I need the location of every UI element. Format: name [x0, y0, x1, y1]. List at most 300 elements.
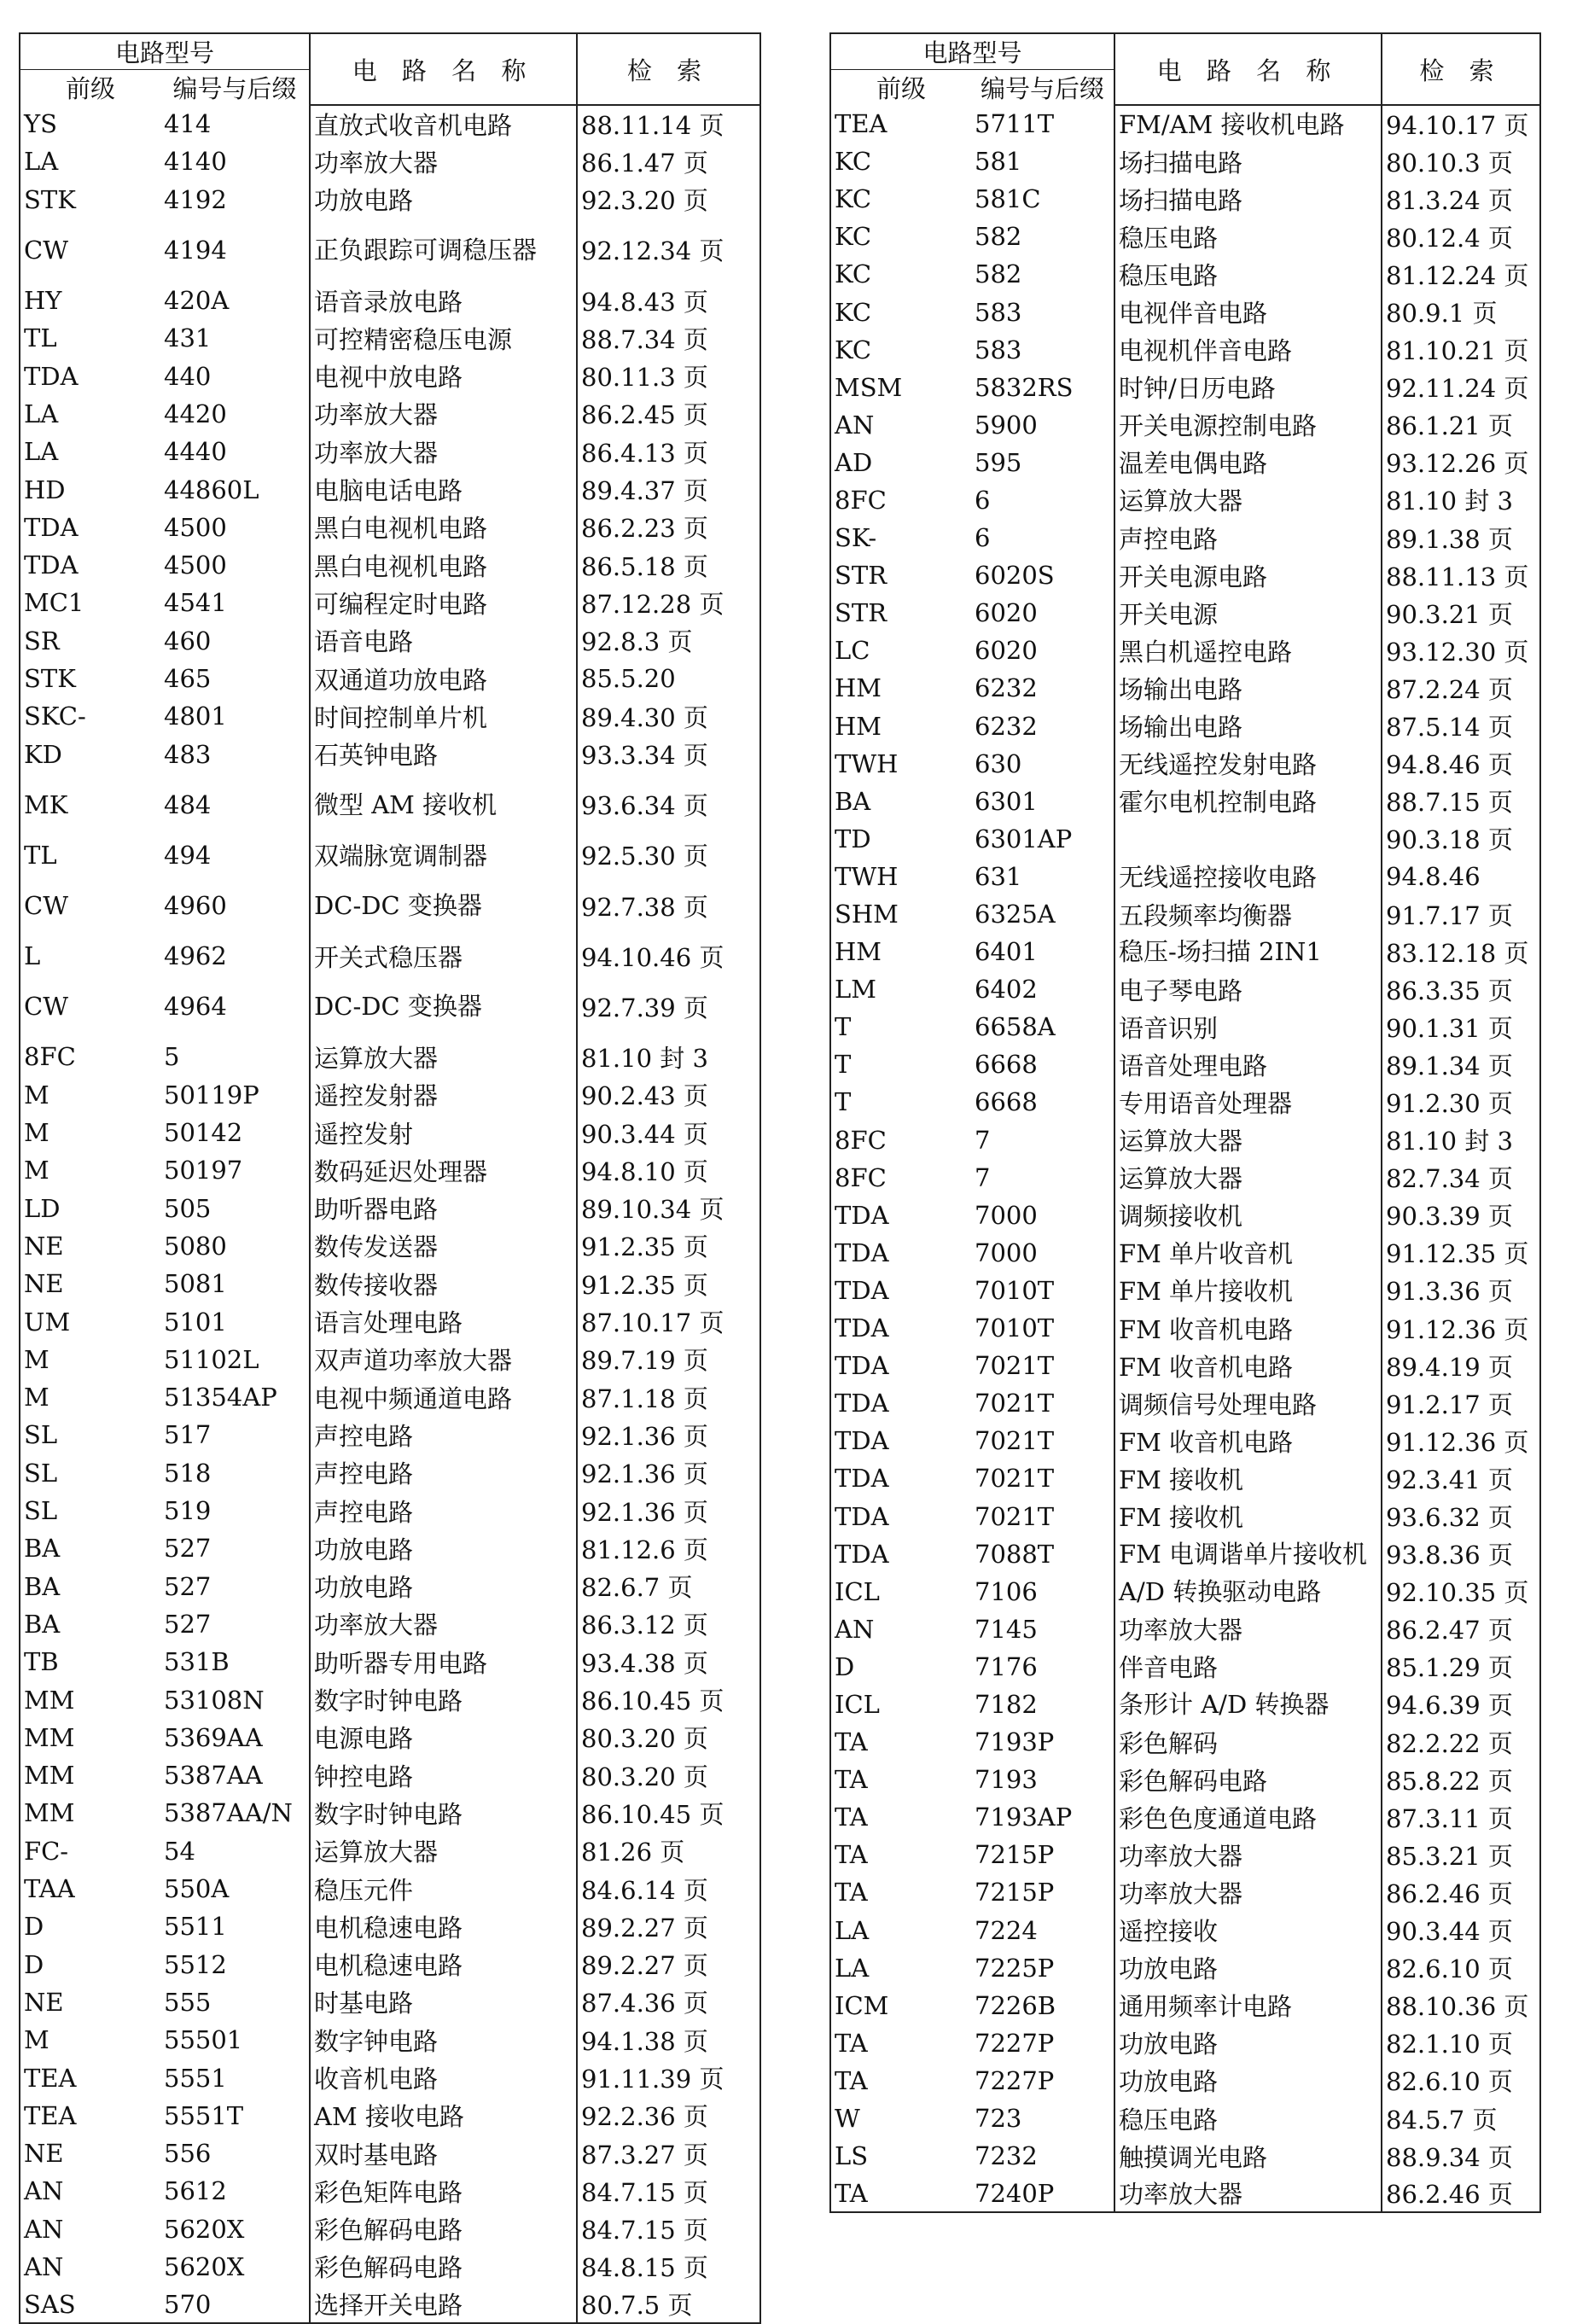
model-cell: 54: [160, 1832, 310, 1870]
prefix-cell: TA: [830, 1723, 971, 1761]
model-cell: 483: [160, 735, 310, 772]
model-cell: 6301AP: [971, 820, 1114, 858]
model-cell: 7088T: [971, 1535, 1114, 1573]
model-cell: 4194: [160, 218, 310, 282]
model-cell: 4962: [160, 937, 310, 975]
header-reference: 检 索: [1382, 33, 1540, 105]
reference-cell: 86.10.45 页: [577, 1794, 760, 1832]
circuit-name-cell: 黑白电视机电路: [310, 546, 577, 584]
model-cell: 6401: [971, 933, 1114, 970]
reference-cell: 86.4.13 页: [577, 433, 760, 470]
table-row: [830, 1987, 1540, 2024]
model-cell: 44860L: [160, 470, 310, 508]
circuit-name-cell: FM 接收机: [1114, 1497, 1382, 1535]
circuit-name-cell: 运算放大器: [1114, 481, 1382, 519]
reference-cell: 91.12.36 页: [1382, 1422, 1540, 1459]
table-row: [830, 331, 1540, 369]
reference-cell: 82.6.7 页: [577, 1568, 760, 1605]
table-row: [830, 933, 1540, 970]
reference-cell: 81.10 封 3: [1382, 481, 1540, 519]
table-row: [830, 2137, 1540, 2175]
reference-cell: 82.1.10 页: [1382, 2024, 1540, 2062]
prefix-cell: ICL: [830, 1573, 971, 1610]
table-row: [830, 180, 1540, 218]
prefix-cell: CW: [20, 975, 160, 1038]
circuit-name-cell: 功率放大器: [310, 143, 577, 180]
model-cell: 7021T: [971, 1347, 1114, 1384]
model-cell: 527: [160, 1568, 310, 1605]
table-row: [20, 218, 760, 282]
model-cell: 55501: [160, 2021, 310, 2059]
table-row: [20, 622, 760, 660]
prefix-cell: AD: [830, 444, 971, 481]
prefix-cell: MM: [20, 1794, 160, 1832]
table-row: [20, 937, 760, 975]
reference-cell: 87.3.11 页: [1382, 1798, 1540, 1836]
table-row: [20, 874, 760, 937]
prefix-cell: M: [20, 1114, 160, 1151]
circuit-name-cell: 正负跟踪可调稳压器: [310, 218, 577, 282]
table-row: [830, 783, 1540, 820]
prefix-cell: TDA: [830, 1384, 971, 1422]
circuit-name-cell: 双声道功率放大器: [310, 1341, 577, 1378]
model-cell: 723: [971, 2100, 1114, 2137]
table-row: [830, 1761, 1540, 1798]
circuit-name-cell: 条形计 A/D 转换器: [1114, 1686, 1382, 1723]
prefix-cell: TD: [830, 820, 971, 858]
model-cell: 4192: [160, 181, 310, 218]
header-circuit-model: 电路型号: [830, 33, 1114, 70]
circuit-name-cell: 微型 AM 接收机: [310, 773, 577, 836]
table-row: [830, 1234, 1540, 1272]
model-cell: 527: [160, 1529, 310, 1567]
circuit-name-cell: 稳压元件: [310, 1870, 577, 1908]
table-row: [20, 1680, 760, 1718]
prefix-cell: LA: [20, 395, 160, 433]
circuit-name-cell: FM 接收机: [1114, 1459, 1382, 1497]
reference-cell: 87.1.18 页: [577, 1378, 760, 1416]
prefix-cell: AN: [830, 406, 971, 444]
prefix-cell: HM: [830, 708, 971, 745]
prefix-cell: NE: [20, 1265, 160, 1302]
reference-cell: 90.2.43 页: [577, 1076, 760, 1114]
reference-cell: 90.3.18 页: [1382, 820, 1540, 858]
table-row: [830, 669, 1540, 707]
model-cell: 5711T: [971, 105, 1114, 143]
circuit-name-cell: 电机稳速电路: [310, 1945, 577, 1983]
table-row: [830, 556, 1540, 594]
table-row: [830, 1723, 1540, 1761]
table-row: [20, 1605, 760, 1643]
circuit-name-cell: FM 单片接收机: [1114, 1272, 1382, 1309]
reference-cell: 86.2.47 页: [1382, 1610, 1540, 1648]
prefix-cell: SL: [20, 1416, 160, 1453]
table-row: [830, 1083, 1540, 1121]
reference-cell: 87.12.28 页: [577, 584, 760, 621]
model-cell: 7021T: [971, 1422, 1114, 1459]
table-row: [830, 745, 1540, 783]
prefix-cell: SL: [20, 1492, 160, 1529]
header-circuit-model: 电路型号: [20, 33, 310, 70]
model-cell: 460: [160, 622, 310, 660]
reference-cell: 90.3.21 页: [1382, 594, 1540, 632]
model-cell: 7240P: [971, 2175, 1114, 2212]
reference-cell: 93.6.32 页: [1382, 1497, 1540, 1535]
circuit-name-cell: 彩色矩阵电路: [310, 2172, 577, 2210]
prefix-cell: HD: [20, 470, 160, 508]
model-cell: 6: [971, 481, 1114, 519]
table-row: [830, 1648, 1540, 1686]
prefix-cell: TDA: [830, 1497, 971, 1535]
circuit-name-cell: FM 单片收音机: [1114, 1234, 1382, 1272]
circuit-name-cell: 双通道功放电路: [310, 660, 577, 697]
model-cell: 51102L: [160, 1341, 310, 1378]
circuit-name-cell: FM 收音机电路: [1114, 1347, 1382, 1384]
prefix-cell: 8FC: [830, 1121, 971, 1159]
reference-cell: 81.12.24 页: [1382, 255, 1540, 293]
circuit-name-cell: 电子琴电路: [1114, 970, 1382, 1008]
circuit-name-cell: 助听器电路: [310, 1190, 577, 1227]
model-cell: 4440: [160, 433, 310, 470]
table-row: [20, 1945, 760, 1983]
model-cell: 4964: [160, 975, 310, 1038]
model-cell: 7000: [971, 1197, 1114, 1234]
model-cell: 494: [160, 836, 310, 874]
prefix-cell: LA: [20, 143, 160, 180]
prefix-cell: SL: [20, 1454, 160, 1492]
table-row: [20, 1719, 760, 1756]
circuit-name-cell: 场扫描电路: [1114, 180, 1382, 218]
prefix-cell: M: [20, 1378, 160, 1416]
table-row: [20, 2135, 760, 2172]
table-row: [830, 1197, 1540, 1234]
reference-cell: 90.3.39 页: [1382, 1197, 1540, 1234]
prefix-cell: TWH: [830, 745, 971, 783]
reference-cell: 81.3.24 页: [1382, 180, 1540, 218]
prefix-cell: MM: [20, 1719, 160, 1756]
circuit-name-cell: 语音识别: [1114, 1008, 1382, 1046]
model-cell: 50119P: [160, 1076, 310, 1114]
circuit-name-cell: 声控电路: [310, 1416, 577, 1453]
prefix-cell: STR: [830, 556, 971, 594]
circuit-name-cell: 时基电路: [310, 1983, 577, 2021]
table-row: [20, 2059, 760, 2096]
header-model-suffix: 编号与后缀: [971, 70, 1114, 106]
circuit-name-cell: 无线遥控发射电路: [1114, 745, 1382, 783]
circuit-name-cell: 数字时钟电路: [310, 1794, 577, 1832]
table-row: [830, 1159, 1540, 1197]
prefix-cell: TA: [830, 1798, 971, 1836]
reference-cell: 80.12.4 页: [1382, 218, 1540, 255]
model-cell: 5551: [160, 2059, 310, 2096]
prefix-cell: NE: [20, 2135, 160, 2172]
table-row: [20, 470, 760, 508]
prefix-cell: W: [830, 2100, 971, 2137]
reference-cell: 91.2.35 页: [577, 1265, 760, 1302]
reference-cell: 88.10.36 页: [1382, 1987, 1540, 2024]
reference-cell: 87.5.14 页: [1382, 708, 1540, 745]
reference-cell: 92.1.36 页: [577, 1492, 760, 1529]
table-row: [830, 481, 1540, 519]
table-row: [20, 1190, 760, 1227]
circuit-name-cell: 功率放大器: [1114, 1836, 1382, 1873]
reference-cell: 82.6.10 页: [1382, 1949, 1540, 1987]
reference-cell: 92.3.41 页: [1382, 1459, 1540, 1497]
model-cell: 7193P: [971, 1723, 1114, 1761]
prefix-cell: BA: [20, 1568, 160, 1605]
table-row: [830, 1912, 1540, 1949]
reference-cell: 89.4.30 页: [577, 697, 760, 735]
prefix-cell: NE: [20, 1983, 160, 2021]
table-row: [830, 444, 1540, 481]
reference-cell: 94.8.43 页: [577, 282, 760, 319]
model-cell: 4541: [160, 584, 310, 621]
table-row: [830, 255, 1540, 293]
circuit-name-cell: 开关电源控制电路: [1114, 406, 1382, 444]
reference-cell: 89.2.27 页: [577, 1908, 760, 1945]
model-cell: 6: [971, 519, 1114, 556]
circuit-name-cell: 语音电路: [310, 622, 577, 660]
prefix-cell: LS: [830, 2137, 971, 2175]
reference-cell: 80.10.3 页: [1382, 143, 1540, 180]
table-row: [830, 2062, 1540, 2100]
prefix-cell: TEA: [20, 2097, 160, 2135]
table-row: [20, 1151, 760, 1189]
table-row: [830, 1422, 1540, 1459]
prefix-cell: LA: [20, 433, 160, 470]
model-cell: 7225P: [971, 1949, 1114, 1987]
reference-cell: 91.11.39 页: [577, 2059, 760, 2096]
table-row: [830, 1873, 1540, 1911]
circuit-name-cell: DC-DC 变换器: [310, 975, 577, 1038]
table-row: [830, 519, 1540, 556]
model-cell: 581C: [971, 180, 1114, 218]
reference-cell: 90.1.31 页: [1382, 1008, 1540, 1046]
prefix-cell: D: [830, 1648, 971, 1686]
reference-cell: 80.3.20 页: [577, 1719, 760, 1756]
model-cell: 582: [971, 255, 1114, 293]
prefix-cell: KC: [830, 255, 971, 293]
model-cell: 6325A: [971, 895, 1114, 933]
prefix-cell: STK: [20, 660, 160, 697]
circuit-name-cell: 遥控发射: [310, 1114, 577, 1151]
table-row: [20, 143, 760, 180]
model-cell: 6668: [971, 1046, 1114, 1083]
prefix-cell: HM: [830, 933, 971, 970]
model-cell: 5620X: [160, 2248, 310, 2286]
table-row: [830, 1008, 1540, 1046]
reference-cell: 88.7.15 页: [1382, 783, 1540, 820]
circuit-name-cell: 无线遥控接收电路: [1114, 858, 1382, 895]
circuit-name-cell: 开关电源电路: [1114, 556, 1382, 594]
model-cell: 431: [160, 319, 310, 357]
prefix-cell: KC: [830, 180, 971, 218]
table-row: [20, 1870, 760, 1908]
table-row: [20, 181, 760, 218]
reference-cell: 89.4.19 页: [1382, 1347, 1540, 1384]
model-cell: 7227P: [971, 2024, 1114, 2062]
model-cell: 6020S: [971, 556, 1114, 594]
prefix-cell: KC: [830, 331, 971, 369]
prefix-cell: TDA: [830, 1347, 971, 1384]
table-row: [20, 1832, 760, 1870]
model-cell: 7226B: [971, 1987, 1114, 2024]
table-row: [830, 1497, 1540, 1535]
reference-cell: 94.8.46 页: [1382, 745, 1540, 783]
reference-cell: 94.8.10 页: [577, 1151, 760, 1189]
prefix-cell: AN: [20, 2248, 160, 2286]
prefix-cell: UM: [20, 1302, 160, 1340]
reference-cell: 92.12.34 页: [577, 218, 760, 282]
table-row: [830, 1459, 1540, 1497]
header-circuit-name: 电 路 名 称: [1114, 33, 1382, 105]
prefix-cell: SAS: [20, 2286, 160, 2323]
prefix-cell: TL: [20, 836, 160, 874]
circuit-name-cell: 时间控制单片机: [310, 697, 577, 735]
model-cell: 531B: [160, 1643, 310, 1680]
model-cell: 6402: [971, 970, 1114, 1008]
model-cell: 7021T: [971, 1459, 1114, 1497]
model-cell: 7182: [971, 1686, 1114, 1723]
table-row: [20, 2210, 760, 2248]
model-cell: 519: [160, 1492, 310, 1529]
reference-cell: 93.3.34 页: [577, 735, 760, 772]
reference-cell: 92.11.24 页: [1382, 369, 1540, 406]
reference-cell: 91.2.30 页: [1382, 1083, 1540, 1121]
reference-cell: 94.1.38 页: [577, 2021, 760, 2059]
reference-cell: 85.8.22 页: [1382, 1761, 1540, 1798]
reference-cell: 92.1.36 页: [577, 1416, 760, 1453]
table-row: [830, 594, 1540, 632]
reference-cell: 84.5.7 页: [1382, 2100, 1540, 2137]
table-row: [830, 970, 1540, 1008]
circuit-name-cell: 开关电源: [1114, 594, 1382, 632]
circuit-name-cell: 语言处理电路: [310, 1302, 577, 1340]
prefix-cell: YS: [20, 105, 160, 143]
table-row: [20, 2172, 760, 2210]
circuit-name-cell: 通用频率计电路: [1114, 1987, 1382, 2024]
prefix-cell: NE: [20, 1227, 160, 1265]
reference-cell: 92.7.38 页: [577, 874, 760, 937]
model-cell: 7000: [971, 1234, 1114, 1272]
reference-cell: 87.4.36 页: [577, 1983, 760, 2021]
table-row: [830, 858, 1540, 895]
table-row: [20, 697, 760, 735]
model-cell: 5: [160, 1038, 310, 1075]
model-cell: 581: [971, 143, 1114, 180]
circuit-name-cell: 彩色解码电路: [310, 2248, 577, 2286]
circuit-name-cell: 调频接收机: [1114, 1197, 1382, 1234]
prefix-cell: TWH: [830, 858, 971, 895]
table-row: [830, 1949, 1540, 1987]
model-cell: 7193: [971, 1761, 1114, 1798]
prefix-cell: 8FC: [830, 1159, 971, 1197]
circuit-name-cell: 运算放大器: [1114, 1121, 1382, 1159]
table-row: [20, 1794, 760, 1832]
table-row: [20, 1756, 760, 1794]
circuit-name-cell: 石英钟电路: [310, 735, 577, 772]
model-cell: 5612: [160, 2172, 310, 2210]
table-row: [20, 1378, 760, 1416]
circuit-name-cell: 黑白电视机电路: [310, 509, 577, 546]
model-cell: 5369AA: [160, 1719, 310, 1756]
prefix-cell: T: [830, 1008, 971, 1046]
circuit-name-cell: 霍尔电机控制电路: [1114, 783, 1382, 820]
prefix-cell: KC: [830, 293, 971, 330]
reference-cell: 90.3.44 页: [1382, 1912, 1540, 1949]
prefix-cell: STK: [20, 181, 160, 218]
model-cell: 5387AA/N: [160, 1794, 310, 1832]
reference-cell: 93.6.34 页: [577, 773, 760, 836]
prefix-cell: L: [20, 937, 160, 975]
prefix-cell: FC-: [20, 1832, 160, 1870]
reference-cell: 86.5.18 页: [577, 546, 760, 584]
circuit-name-cell: 场输出电路: [1114, 708, 1382, 745]
prefix-cell: TEA: [830, 105, 971, 143]
prefix-cell: SK-: [830, 519, 971, 556]
circuit-name-cell: 温差电偶电路: [1114, 444, 1382, 481]
circuit-name-cell: 电机稳速电路: [310, 1908, 577, 1945]
reference-cell: 86.3.12 页: [577, 1605, 760, 1643]
circuit-name-cell: DC-DC 变换器: [310, 874, 577, 937]
model-cell: 6301: [971, 783, 1114, 820]
reference-cell: 82.7.34 页: [1382, 1159, 1540, 1197]
table-row: [20, 1568, 760, 1605]
prefix-cell: BA: [20, 1605, 160, 1643]
circuit-name-cell: 直放式收音机电路: [310, 105, 577, 143]
circuit-name-cell: 功放电路: [1114, 2062, 1382, 2100]
circuit-name-cell: 助听器专用电路: [310, 1643, 577, 1680]
table-row: [830, 708, 1540, 745]
model-cell: 630: [971, 745, 1114, 783]
reference-cell: 80.9.1 页: [1382, 293, 1540, 330]
table-row: [20, 105, 760, 143]
circuit-name-cell: 语音处理电路: [1114, 1046, 1382, 1083]
model-cell: 7224: [971, 1912, 1114, 1949]
table-row: [20, 1038, 760, 1075]
table-row: [20, 773, 760, 836]
circuit-name-cell: 功率放大器: [1114, 2175, 1382, 2212]
circuit-name-cell: 运算放大器: [310, 1038, 577, 1075]
model-cell: 556: [160, 2135, 310, 2172]
model-cell: 7215P: [971, 1836, 1114, 1873]
circuit-name-cell: 稳压电路: [1114, 2100, 1382, 2137]
header-prefix: 前级: [20, 70, 160, 106]
prefix-cell: TDA: [830, 1459, 971, 1497]
prefix-cell: TDA: [830, 1234, 971, 1272]
prefix-cell: LA: [830, 1912, 971, 1949]
prefix-cell: BA: [20, 1529, 160, 1567]
model-cell: 50142: [160, 1114, 310, 1151]
model-cell: 6232: [971, 669, 1114, 707]
table-row: [20, 1114, 760, 1151]
reference-cell: 91.2.17 页: [1382, 1384, 1540, 1422]
reference-cell: 84.8.15 页: [577, 2248, 760, 2286]
circuit-name-cell: 功放电路: [1114, 2024, 1382, 2062]
model-cell: 517: [160, 1416, 310, 1453]
model-cell: 4500: [160, 509, 310, 546]
table-row: [20, 584, 760, 621]
reference-cell: 86.3.35 页: [1382, 970, 1540, 1008]
prefix-cell: 8FC: [830, 481, 971, 519]
model-cell: 582: [971, 218, 1114, 255]
circuit-name-cell: 电源电路: [310, 1719, 577, 1756]
reference-cell: 94.8.46: [1382, 858, 1540, 895]
table-row: [830, 1610, 1540, 1648]
prefix-cell: TDA: [830, 1309, 971, 1347]
reference-cell: 89.10.34 页: [577, 1190, 760, 1227]
prefix-cell: LM: [830, 970, 971, 1008]
